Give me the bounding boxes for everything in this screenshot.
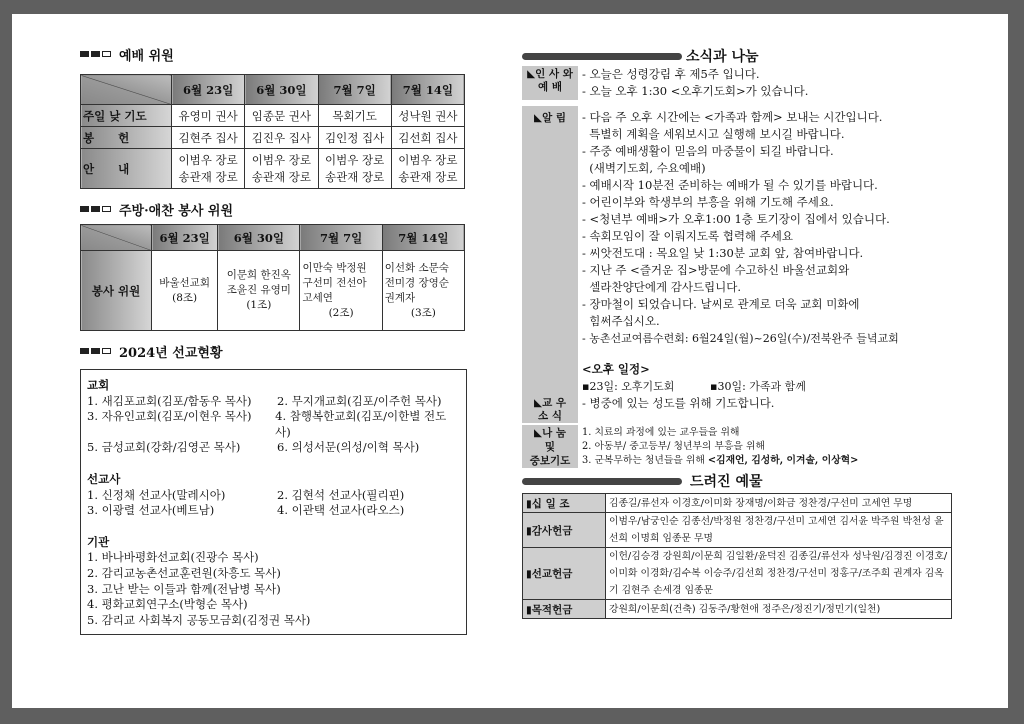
table-cell: 이범우 장로 송관재 장로	[245, 149, 318, 189]
missionary-category: 선교사	[87, 471, 121, 486]
list-item	[87, 409, 460, 440]
greeting-section	[522, 66, 968, 100]
worship-title: 예배 위원	[119, 48, 174, 64]
list-item	[87, 488, 460, 504]
table-row	[523, 600, 952, 619]
church-item: 3. 자유인교회(김포/이현우 목사)	[87, 409, 252, 424]
list-item: - 예배시작 10분전 준비하는 예배가 될 수 있기를 바랍니다.	[582, 178, 878, 192]
missionary-item: 2. 김현석 선교사(필리핀)	[277, 487, 405, 502]
header-bar	[522, 53, 682, 60]
kitchen-section-header	[80, 199, 480, 219]
list-item	[87, 503, 460, 519]
table-cell: 이범우 장로 송관재 장로	[172, 149, 245, 189]
offering-names: 이헌/김승경 강원희/이문희 김일환/윤덕진 김종길/류선자 성낙원/김경진 이경호/이미화 이경화/김수복 이승주/김선희 정찬경/구선미 정홍구/조주희 권계자 김옥기 김현주 손세경 임종문	[606, 548, 952, 600]
date-header: 6월 23일	[152, 225, 218, 251]
list-item: 셀라찬양단에게 감사드립니다.	[582, 280, 742, 294]
prayer-body	[578, 425, 968, 468]
member-news-label: ◣교 우 소 식	[522, 395, 578, 423]
row-label: 봉사 위원	[81, 251, 152, 331]
bulletin-page	[12, 14, 1008, 708]
list-item	[87, 440, 460, 456]
list-item: - 장마철이 되었습니다. 날씨로 관계로 더욱 교회 미화에	[582, 297, 860, 311]
date-header: 7월 14일	[391, 75, 464, 105]
table-cell	[152, 251, 218, 331]
volunteer-names: 이만숙 박정원 구선미 전선아 고세연	[302, 261, 367, 304]
volunteer-names: 이문희 한진옥 조윤진 유영미	[226, 269, 291, 296]
member-news-section	[522, 395, 968, 423]
missionary-item: 3. 이광렬 선교사(베트남)	[87, 503, 215, 518]
offering-names: 이범우/남궁인순 김종선/박정원 정찬경/구선미 고세연 김서윤 박주원 박천성 윤선희 이명희 임종문 무명	[606, 513, 952, 548]
volunteer-group: (1조)	[246, 299, 272, 311]
table-cell: 이범우 장로 송관재 장로	[391, 149, 464, 189]
list-item	[87, 394, 460, 410]
mission-box	[80, 369, 467, 635]
list-item: - 오늘 오후 1:30 <오후기도회>가 있습니다.	[582, 84, 809, 98]
list-item: - 지난 주 <즐거운 집>방문에 수고하신 바울선교회와	[582, 263, 850, 277]
table-cell	[300, 251, 382, 331]
list-item: (새벽기도회, 수요예배)	[582, 161, 706, 175]
schedule-item: ▪30일: 가족과 함께	[710, 380, 806, 393]
offerings-title: 드려진 예물	[690, 474, 763, 490]
worship-section-header	[80, 44, 480, 64]
list-item: - 다음 주 오후 시간에는 <가족과 함께> 보내는 시간입니다.	[582, 110, 883, 124]
greeting-body	[578, 66, 968, 100]
table-cell: 유영미 권사	[172, 105, 245, 127]
section-bullet-icon	[80, 206, 113, 212]
offering-type: ▮십 일 조	[523, 494, 606, 513]
list-item: - 농촌선교여름수련회: 6월24일(월)~26일(수)/전북완주 들녘교회	[582, 332, 899, 345]
church-item: 6. 의성서문(의성/이혁 목사)	[277, 440, 420, 455]
list-item: 5. 감리교 사회복지 공동모금회(김정권 목사)	[87, 612, 311, 627]
church-item: 2. 무지개교회(김포/이주헌 목사)	[277, 393, 442, 408]
table-row	[523, 513, 952, 548]
kitchen-table	[80, 224, 465, 331]
table-cell: 김현주 집사	[172, 127, 245, 149]
date-header: 7월 7일	[318, 75, 391, 105]
offering-type: ▮목적헌금	[523, 600, 606, 619]
offerings-table	[522, 493, 952, 619]
church-item: 5. 금성교회(강화/김영곤 목사)	[87, 440, 241, 455]
list-item: 1. 바나바평화선교회(진광수 목사)	[87, 550, 259, 565]
volunteer-names: 이선화 소문숙 전미경 장영순 권계자	[384, 261, 449, 304]
list-item: - 주중 예배생활이 믿음의 마중물이 되길 바랍니다.	[582, 144, 834, 158]
volunteer-group: (8조)	[172, 291, 198, 304]
church-category: 교회	[87, 378, 110, 392]
table-cell	[382, 251, 464, 331]
offering-names: 강원희/이문희(건축) 김동주/황현애 정주은/정진기/정민기(일천)	[606, 600, 952, 619]
row-label: 안 내	[81, 149, 172, 189]
section-bullet-icon	[80, 51, 113, 57]
list-item: 1. 치료의 과정에 있는 교우들을 위해	[582, 427, 740, 438]
offerings-header	[522, 472, 968, 490]
table-row	[523, 548, 952, 600]
table-row	[81, 251, 465, 331]
table-cell: 목회기도	[318, 105, 391, 127]
table-cell: 이범우 장로 송관재 장로	[318, 149, 391, 189]
header-bar	[522, 478, 682, 485]
prayer-label: ◣나 눔 및 중보기도	[522, 425, 578, 468]
list-item: - 속회모임이 잘 이뤄지도록 협력해 주세요	[582, 229, 794, 243]
worship-table	[80, 74, 465, 189]
right-column	[522, 48, 968, 619]
greeting-label: ◣인 사 와 예 배	[522, 66, 578, 100]
list-item: - <청년부 예배>가 오후1:00 1층 토기장이 집에서 있습니다.	[582, 212, 890, 226]
list-item: 2. 감리교농촌선교훈련원(차흥도 목사)	[87, 565, 281, 580]
date-header: 7월 7일	[300, 225, 382, 251]
offering-type: ▮선교헌금	[523, 548, 606, 600]
date-header: 6월 30일	[218, 225, 300, 251]
news-header	[522, 48, 968, 64]
church-item: 1. 새김포교회(김포/함동우 목사)	[87, 393, 252, 408]
list-item: - 씨앗전도대 : 목요일 낮 1:30분 교회 앞, 참여바랍니다.	[582, 246, 864, 260]
table-row	[81, 149, 465, 189]
row-label: 주일 낮 기도	[81, 105, 172, 127]
date-header: 6월 23일	[172, 75, 245, 105]
offering-type: ▮감사헌금	[523, 513, 606, 548]
offering-names: 김종길/류선자 이경호/이미화 장재명/이화금 정찬경/구선미 고세연 무명	[606, 494, 952, 513]
volunteer-group: (3조)	[410, 306, 436, 319]
row-label: 봉 헌	[81, 127, 172, 149]
news-title: 소식과 나눔	[686, 49, 759, 65]
list-item: 3. 고난 받는 이들과 함께(전남병 목사)	[87, 581, 281, 596]
member-news-body: - 병중에 있는 성도를 위해 기도합니다.	[582, 396, 775, 410]
missionary-item: 4. 이관택 선교사(라오스)	[277, 503, 405, 518]
table-row	[81, 105, 465, 127]
afternoon-schedule	[582, 378, 968, 395]
notice-section	[522, 106, 968, 395]
list-item: 특별히 계획을 세워보시고 실행해 보시길 바랍니다.	[582, 127, 845, 141]
table-corner	[81, 75, 172, 105]
table-cell: 임종문 권사	[245, 105, 318, 127]
org-category: 기관	[87, 534, 110, 549]
volunteer-names: 바울선교회	[159, 276, 210, 289]
mission-section-header	[80, 341, 480, 361]
table-cell	[218, 251, 300, 331]
prayer-names: <김재언, 김성하, 이겨솔, 이상혁>	[707, 455, 859, 466]
table-cell: 성낙원 권사	[391, 105, 464, 127]
notice-label: ◣알 림	[522, 106, 578, 395]
list-item: 4. 평화교회연구소(박형순 목사)	[87, 597, 248, 612]
table-cell: 김인정 집사	[318, 127, 391, 149]
table-row	[523, 494, 952, 513]
date-header: 7월 14일	[382, 225, 464, 251]
list-item: 힘써주십시오.	[582, 314, 660, 328]
kitchen-title: 주방·애찬 봉사 위원	[119, 203, 234, 219]
table-row	[81, 127, 465, 149]
list-item: - 어린이부와 학생부의 부흥을 위해 기도해 주세요.	[582, 195, 834, 209]
list-item: - 오늘은 성령강림 후 제5주 입니다.	[582, 67, 760, 81]
list-item: 3. 군복무하는 청년들을 위해 <김재언, 김성하, 이겨솔, 이상혁>	[582, 455, 859, 466]
date-header: 6월 30일	[245, 75, 318, 105]
schedule-item: ▪23일: 오후기도회	[582, 380, 675, 393]
left-column	[80, 44, 480, 635]
church-item: 4. 참행복한교회(김포/이한별 전도사)	[275, 409, 447, 439]
notice-body	[578, 106, 968, 395]
table-corner	[81, 225, 152, 251]
list-item: 2. 아동부/ 중고등부/ 청년부의 부흥을 위해	[582, 441, 765, 452]
missionary-item: 1. 신정채 선교사(말레시아)	[87, 487, 226, 502]
mission-title: 2024년 선교현황	[119, 345, 223, 361]
section-bullet-icon	[80, 348, 113, 354]
table-cell: 김진우 집사	[245, 127, 318, 149]
afternoon-title: <오후 일정>	[582, 362, 650, 376]
table-cell: 김선희 집사	[391, 127, 464, 149]
volunteer-group: (2조)	[328, 306, 354, 319]
prayer-section	[522, 425, 968, 468]
